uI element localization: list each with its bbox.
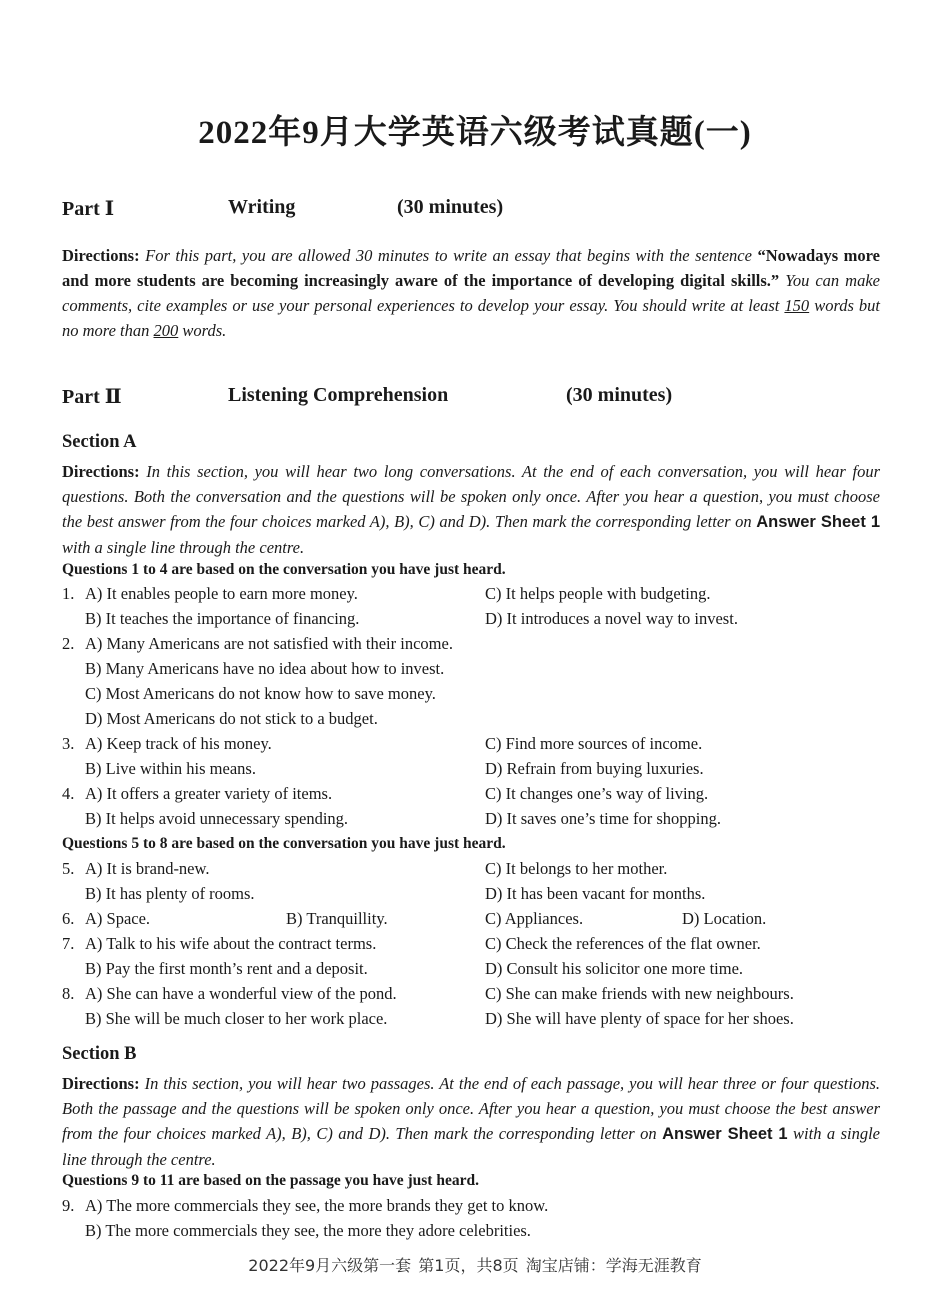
option-c: C) It helps people with budgeting. [485,584,711,603]
question-number: 4. [62,784,75,803]
question-number: 1. [62,584,75,603]
option-c: C) It belongs to her mother. [485,859,668,878]
option-a: A) It offers a greater variety of items. [85,784,333,803]
part-name: Listening Comprehension [228,384,449,406]
directions-text: You can make comments, cite examples or use your personal experiences to develop your essay. You should write at least [62,271,880,315]
option-c: C) Find more sources of income. [485,734,703,753]
page-footer: 2022年9月六级第一套 第1页，共8页 淘宝店铺：学海无涯教育 [248,1256,702,1275]
option-c: C) Check the references of the flat owner. [485,934,761,953]
directions-text: In this section, you will hear two passages. At the end of each passage, you will hear three or four questions. Both the passage and the questions will be spoken only once. After you hear a question, you must choose the best answer from the four choices marked A), B), C) and D). Then mark the corresponding letter on [62,1074,880,1143]
part-time: (30 minutes) [397,196,504,218]
part1-directions [62,243,880,343]
question-number: 3. [62,734,75,753]
option-d: D) It introduces a novel way to invest. [485,609,738,628]
option-a: A) Space. [85,909,151,928]
min-words: 150 [784,296,810,315]
page-title: 2022年9月大学英语六级考试真题(一) [198,115,752,151]
option-c: C) Appliances. [485,909,584,928]
question-5 [62,859,892,884]
option-d: D) It saves one’s time for shopping. [485,809,722,828]
option-a: A) She can have a wonderful view of the pond. [85,984,397,1003]
question-number: 9. [62,1196,75,1215]
option-d: D) Most Americans do not stick to a budget. [85,709,378,728]
part-label: Part Ⅱ [62,386,122,408]
question-9 [62,1196,892,1221]
directions-text: In this section, you will hear two long conversations. At the end of each conversation, you will hear four questions. Both the conversation and the questions will be spoken only once. After you hear a question, you must choose the best answer from the four choices marked A), B), C) and D). Then mark the corresponding letter on [62,462,880,531]
directions-text: words but no more than [62,296,881,340]
option-b: B) Many Americans have no idea about how to invest. [85,659,445,678]
section-a-directions [62,459,880,560]
option-a: A) Keep track of his money. [85,734,272,753]
option-b: B) It has plenty of rooms. [85,884,255,903]
section-b-directions [62,1071,880,1172]
directions-label: Directions: [62,1074,140,1093]
option-b: B) Live within his means. [85,759,256,778]
question-number: 8. [62,984,75,1003]
question-1 [62,584,892,609]
directions-text: For this part, you are allowed 30 minutes to write an essay that begins with the sentence [145,246,752,265]
question-7 [62,934,892,959]
answer-sheet-label: Answer Sheet 1 [662,1125,788,1143]
directions-label: Directions: [62,462,140,481]
question-4 [62,784,892,809]
option-d: D) Consult his solicitor one more time. [485,959,744,978]
question-6 [62,909,892,934]
section-a-title: Section A [62,432,137,452]
option-c: C) Most Americans do not know how to save money. [85,684,436,703]
option-d: D) She will have plenty of space for her shoes. [485,1009,794,1028]
question-3 [62,734,892,759]
question-1-row2 [62,609,892,634]
option-b: B) She will be much closer to her work place. [85,1009,388,1028]
question-group-header: Questions 1 to 4 are based on the conversation you have just heard. [62,561,506,578]
option-b: B) The more commercials they see, the more they adore celebrities. [85,1221,531,1240]
option-a: A) It enables people to earn more money. [85,584,358,603]
question-number: 2. [62,634,75,653]
option-d: D) It has been vacant for months. [485,884,706,903]
option-d: D) Refrain from buying luxuries. [485,759,704,778]
answer-sheet-label: Answer Sheet 1 [756,513,881,531]
question-group-header: Questions 5 to 8 are based on the conversation you have just heard. [62,835,506,852]
option-b: B) It teaches the importance of financing. [85,609,360,628]
directions-text: words. [182,321,227,340]
option-a: A) It is brand-new. [85,859,210,878]
part-name: Writing [228,196,296,218]
question-number: 6. [62,909,75,928]
option-b: B) Tranquillity. [286,909,388,928]
option-a: A) Talk to his wife about the contract terms. [85,934,377,953]
part-time: (30 minutes) [566,384,673,406]
option-d: D) Location. [682,909,767,928]
question-number: 7. [62,934,75,953]
option-a: A) The more commercials they see, the more brands they get to know. [85,1196,549,1215]
question-8 [62,984,892,1009]
max-words: 200 [153,321,179,340]
directions-text: with a single line through the centre. [62,1124,880,1169]
part-label: Part Ⅰ [62,198,115,220]
question-2 [62,634,892,659]
directions-text: with a single line through the centre. [62,538,305,557]
section-b-title: Section B [62,1044,137,1064]
directions-label: Directions: [62,246,140,265]
option-c: C) It changes one’s way of living. [485,784,709,803]
option-a: A) Many Americans are not satisfied with their income. [85,634,453,653]
option-b: B) Pay the first month’s rent and a deposit. [85,959,368,978]
option-c: C) She can make friends with new neighbours. [485,984,794,1003]
question-group-header: Questions 9 to 11 are based on the passage you have just heard. [62,1172,479,1189]
option-b: B) It helps avoid unnecessary spending. [85,809,349,828]
question-number: 5. [62,859,75,878]
essay-prompt: “Nowadays more and more students are becoming increasingly aware of the importance of developing digital skills.” [62,246,881,290]
